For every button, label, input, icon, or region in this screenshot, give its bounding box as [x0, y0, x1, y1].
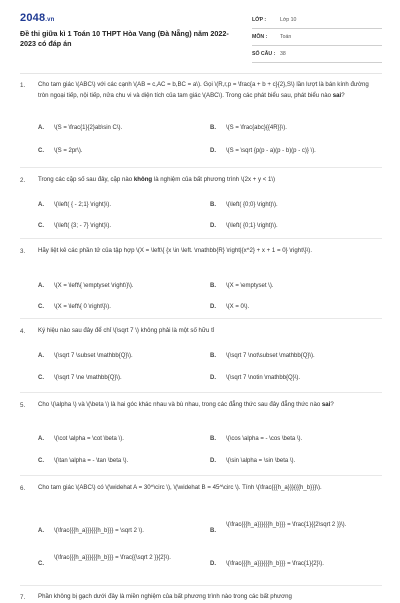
- option-text: \(\frac{{{h_a}}}{{{h_b}}} = \frac{1}{2}\).: [226, 561, 324, 567]
- document-title: Đề thi giữa kì 1 Toán 10 THPT Hòa Vang (Đà Nẵng) năm 2022-2023 có đáp án: [20, 29, 229, 48]
- option-text: \(\sqrt 7 \notin \mathbb{Q}\).: [226, 375, 301, 381]
- option-label: A.: [38, 528, 44, 534]
- question-text-end: là nghiệm của bất phương trình \(2x + y < 1\): [152, 176, 276, 183]
- option-text: \(X = \emptyset \).: [226, 283, 274, 289]
- option-text: \(S = 2pr\).: [54, 148, 83, 154]
- question-text-end: ?: [330, 401, 334, 408]
- logo-main: 2048: [20, 12, 46, 24]
- option-label: C.: [38, 375, 44, 381]
- header-divider: [20, 73, 382, 74]
- option-text: \(\left( {0;1} \right)\).: [226, 223, 278, 229]
- document-meta: [252, 12, 382, 63]
- question-divider: [20, 585, 382, 586]
- option-text: \(\left( { - 2;1} \right)\).: [54, 202, 112, 208]
- option-label: C.: [38, 458, 44, 464]
- option-text: \(S = \sqrt {p(p - a)(p - b)(p - c)} \).: [226, 148, 316, 154]
- question-number: 4.: [20, 328, 26, 335]
- question-number: 6.: [20, 485, 26, 492]
- option-label: A.: [38, 202, 44, 208]
- option-text: \(\sqrt 7 \ne \mathbb{Q}\).: [54, 375, 122, 381]
- question-number: 1.: [20, 82, 26, 89]
- option-text: \(X = \left\{ 0 \right\}\).: [54, 304, 111, 310]
- option-label: B.: [210, 528, 216, 534]
- question-text-bold: sai: [332, 91, 342, 99]
- meta-label: LỚP :: [252, 17, 267, 23]
- site-logo[interactable]: [20, 12, 55, 24]
- meta-value: Toán: [280, 34, 292, 40]
- option-label: B.: [210, 436, 216, 442]
- question-text-bold: không: [133, 176, 153, 183]
- option-label: B.: [210, 202, 216, 208]
- option-label: D.: [210, 561, 216, 567]
- option-text: \(\frac{{{h_a}}}{{{h_b}}} = \sqrt 2 \).: [54, 528, 144, 534]
- option-text: \(\left( {3; - 7} \right)\).: [54, 223, 112, 229]
- meta-row-class: [252, 12, 382, 29]
- question-text-main: Trong các cặp số sau đây, cặp nào: [38, 176, 134, 183]
- page-header: [0, 0, 400, 68]
- question-text: [38, 175, 378, 186]
- question-number: 5.: [20, 402, 26, 409]
- option-label: B.: [210, 283, 216, 289]
- meta-value: Lớp 10: [280, 17, 297, 23]
- meta-label: SỐ CÂU :: [252, 51, 276, 57]
- option-label: D.: [210, 375, 216, 381]
- meta-label: MÔN :: [252, 34, 268, 40]
- meta-row-count: [252, 46, 382, 63]
- option-text: \(\frac{{{h_a}}}{{{h_b}}} = \frac{1}{{2\sqrt 2 }}\).: [226, 522, 347, 528]
- option-label: C.: [38, 561, 44, 567]
- meta-value: 38: [280, 51, 286, 57]
- question-divider: [20, 318, 382, 319]
- option-label: A.: [38, 436, 44, 442]
- option-label: A.: [38, 125, 44, 131]
- logo-suffix: .vn: [45, 17, 55, 23]
- option-label: C.: [38, 223, 44, 229]
- option-label: D.: [210, 304, 216, 310]
- question-text: Phần không bị gạch dưới đây là miền nghiệm của bất phương trình nào trong các bất phương: [38, 593, 292, 600]
- question-text: Ký hiệu nào sau đây để chỉ \(\sqrt 7 \) không phải là một số hữu tỉ: [38, 327, 215, 334]
- option-text: \(\cot \alpha = \cot \beta \).: [54, 436, 124, 442]
- option-label: C.: [38, 304, 44, 310]
- option-text: \(X = 0\).: [226, 304, 250, 310]
- question-divider: [20, 475, 382, 476]
- question-divider: [20, 238, 382, 239]
- option-label: C.: [38, 148, 44, 154]
- question-divider: [20, 392, 382, 393]
- option-text: \(\sqrt 7 \subset \mathbb{Q}\).: [54, 353, 133, 359]
- meta-row-subject: [252, 29, 382, 46]
- question-text-main: Cho tam giác \(ABC\) với các cạnh \(AB = c,AC = b,BC = a\). Gọi \(R,r,p = \frac{a + b + c}{2},S\) lần lượt là bán kính đường tròn ngoại tiếp, nội tiếp, nửa chu vi và diện tích của tam giác \(ABC\). Trong các phát biểu sau, phát biểu nào: [38, 81, 369, 99]
- question-text: [38, 400, 378, 411]
- question-text-end: ?: [341, 91, 345, 99]
- option-text: \(\sin \alpha = \sin \beta \).: [226, 458, 296, 464]
- question-text-bold: sai: [321, 401, 331, 408]
- option-text: \(S = \frac{abc}{{4R}}\).: [226, 125, 287, 131]
- question-text: [38, 80, 378, 101]
- option-text: \(\tan \alpha = - \tan \beta \).: [54, 458, 129, 464]
- option-label: D.: [210, 223, 216, 229]
- option-text: \(S = \frac{1}{2}ab\sin C\).: [54, 125, 123, 131]
- question-divider: [20, 167, 382, 168]
- option-text: \(\sqrt 7 \not\subset \mathbb{Q}\).: [226, 353, 315, 359]
- option-label: A.: [38, 353, 44, 359]
- option-text: \(\cos \alpha = - \cos \beta \).: [226, 436, 303, 442]
- question-number: 2.: [20, 177, 26, 184]
- question-number: 3.: [20, 248, 26, 255]
- option-label: B.: [210, 353, 216, 359]
- option-label: D.: [210, 458, 216, 464]
- option-label: A.: [38, 283, 44, 289]
- question-text-main: Cho \(\alpha \) và \(\beta \) là hai góc khác nhau và bù nhau, trong các đẳng thức sau đây đẳng thức nào: [38, 401, 322, 408]
- option-text: \(X = \left\{ \emptyset \right\}\).: [54, 283, 134, 289]
- option-text: \(\frac{{{h_a}}}{{{h_b}}} = \frac{{\sqrt 2 }}{2}\).: [54, 555, 171, 561]
- option-label: B.: [210, 125, 216, 131]
- question-text: Hãy liệt kê các phần tử của tập hợp \(X = \left\{ {x \in \left. \mathbb{R} \right|{x^2} + x + 1 = 0} \right\}\).: [38, 247, 313, 254]
- question-number: 7.: [20, 594, 26, 601]
- question-text: Cho tam giác \(ABC\) có \(\widehat A = 30^\circ \), \(\widehat B = 45^\circ \). Tính \(\frac{{{h_a}}}{{{h_b}}}\).: [38, 484, 322, 491]
- option-label: D.: [210, 148, 216, 154]
- option-text: \(\left( {0;0} \right)\).: [226, 202, 278, 208]
